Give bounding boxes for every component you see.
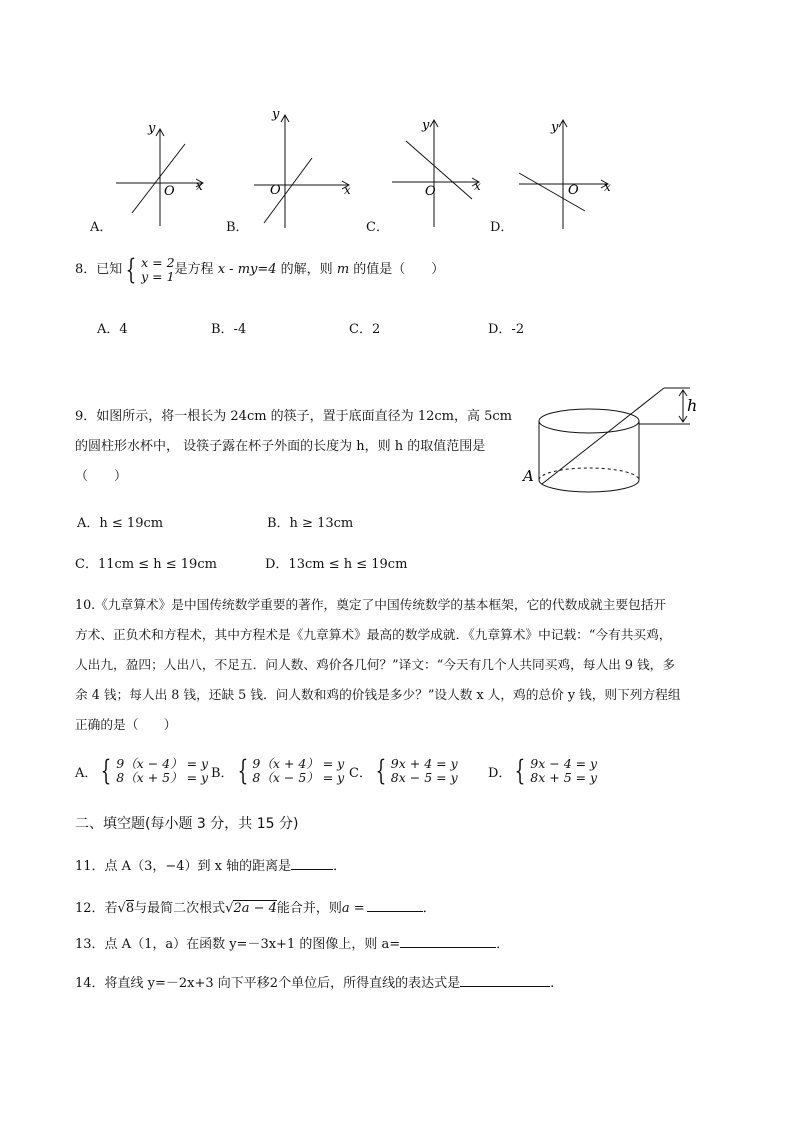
q9-option-c: C．11cm ≤ h ≤ 19cm xyxy=(75,557,217,572)
q10-option-b: B． { 9（x + 4） = y 8（x − 5） = y xyxy=(211,754,345,787)
q8-option-a: A．4 xyxy=(97,322,128,337)
graph-option-b: B． xyxy=(226,220,249,235)
graph-a xyxy=(110,118,210,233)
graph-c-line xyxy=(406,141,472,199)
q10-option-c: C． { 9x + 4 = y 8x − 5 = y xyxy=(349,754,458,787)
graph-c xyxy=(390,117,490,232)
q8-option-b: B．-4 xyxy=(211,322,247,337)
q8-option-d: D．-2 xyxy=(488,322,525,337)
svg-text:h: h xyxy=(687,396,698,415)
question-10 xyxy=(75,590,735,740)
q9-option-b: B．h ≥ 13cm xyxy=(267,516,354,531)
svg-text:x: x xyxy=(344,183,351,197)
svg-text:x: x xyxy=(196,179,203,193)
graph-option-d: D． xyxy=(490,220,514,235)
question-9 xyxy=(75,402,515,492)
q9-line-3: （ ） xyxy=(75,469,128,484)
q10-line-1: 10.《九章算术》是中国传统数学重要的著作，奠定了中国传统数学的基本框架，它的代数成就主要包括开 xyxy=(75,597,667,612)
svg-text:y: y xyxy=(422,118,430,133)
q10-option-d: D． { 9x − 4 = y 8x + 5 = y xyxy=(488,754,598,787)
graph-b xyxy=(250,103,360,233)
q9-line-1: 9．如图所示，将一根长为 24cm 的筷子，置于底面直径为 12cm，高 5cm xyxy=(75,409,512,424)
svg-text:y: y xyxy=(272,107,280,122)
section-2-title: 二、填空题(每小题 3 分，共 15 分) xyxy=(75,816,299,832)
svg-text:O: O xyxy=(568,183,579,198)
cup-top-ellipse xyxy=(539,409,639,433)
q9-option-a: A．h ≤ 19cm xyxy=(77,516,164,531)
graph-option-a: A． xyxy=(90,220,113,235)
svg-text:y: y xyxy=(148,121,156,136)
svg-text:x: x xyxy=(604,180,611,194)
question-13: 13．点 A（1，a）在函数 y=－3x+1 的图像上，则 a= ． xyxy=(75,933,509,952)
svg-text:O: O xyxy=(164,184,175,199)
q10-line-5: 正确的是（ ） xyxy=(75,717,177,732)
question-12: 12．若√8与最简二次根式√2a − 4能合并，则a = ． xyxy=(75,897,436,916)
graph-option-c: C． xyxy=(366,220,389,235)
graph-d xyxy=(515,117,615,232)
svg-text:O: O xyxy=(270,183,281,198)
q10-option-a: A． { 9（x − 4） = y 8（x + 5） = y xyxy=(75,754,209,787)
q10-line-3: 人出九，盈四；人出八，不足五．问人数、鸡价各几何？”译文：“今天有几个人共同买鸡，每人出 9 钱，多 xyxy=(75,657,676,672)
svg-text:O: O xyxy=(425,184,436,199)
cup-diagram xyxy=(520,380,710,495)
q9-line-2: 的圆柱形水杯中， 设筷子露在杯子外面的长度为 h，则 h 的取值范围是 xyxy=(75,439,486,454)
q10-line-4: 余 4 钱；每人出 8 钱，还缺 5 钱．问人数和鸡的价钱是多少？”设人数 x 人，鸡的总价 y 钱，则下列方程组 xyxy=(75,687,681,702)
svg-text:y: y xyxy=(551,120,559,135)
svg-text:A: A xyxy=(523,467,534,485)
svg-text:x: x xyxy=(474,179,481,193)
q10-line-2: 方术、正负术和方程术，其中方程术是《九章算术》最高的数学成就．《九章算术》中记载：“今有共买鸡， xyxy=(75,627,672,642)
q8-system: { x = 2 y = 1 xyxy=(125,252,175,286)
graph-a-line xyxy=(132,144,185,213)
question-11: 11．点 A（3，−4）到 x 轴的距离是 ． xyxy=(75,855,346,874)
q8-option-c: C．2 xyxy=(349,322,381,337)
question-14: 14．将直线 y=－2x+3 向下平移2个单位后，所得直线的表达式是 . xyxy=(75,972,554,991)
question-8: 8．已知 { x = 2 y = 1 是方程 x - my=4 的解，则 m 的值是（ ） xyxy=(75,252,445,286)
q9-option-d: D．13cm ≤ h ≤ 19cm xyxy=(265,557,408,572)
chopstick xyxy=(542,388,664,484)
